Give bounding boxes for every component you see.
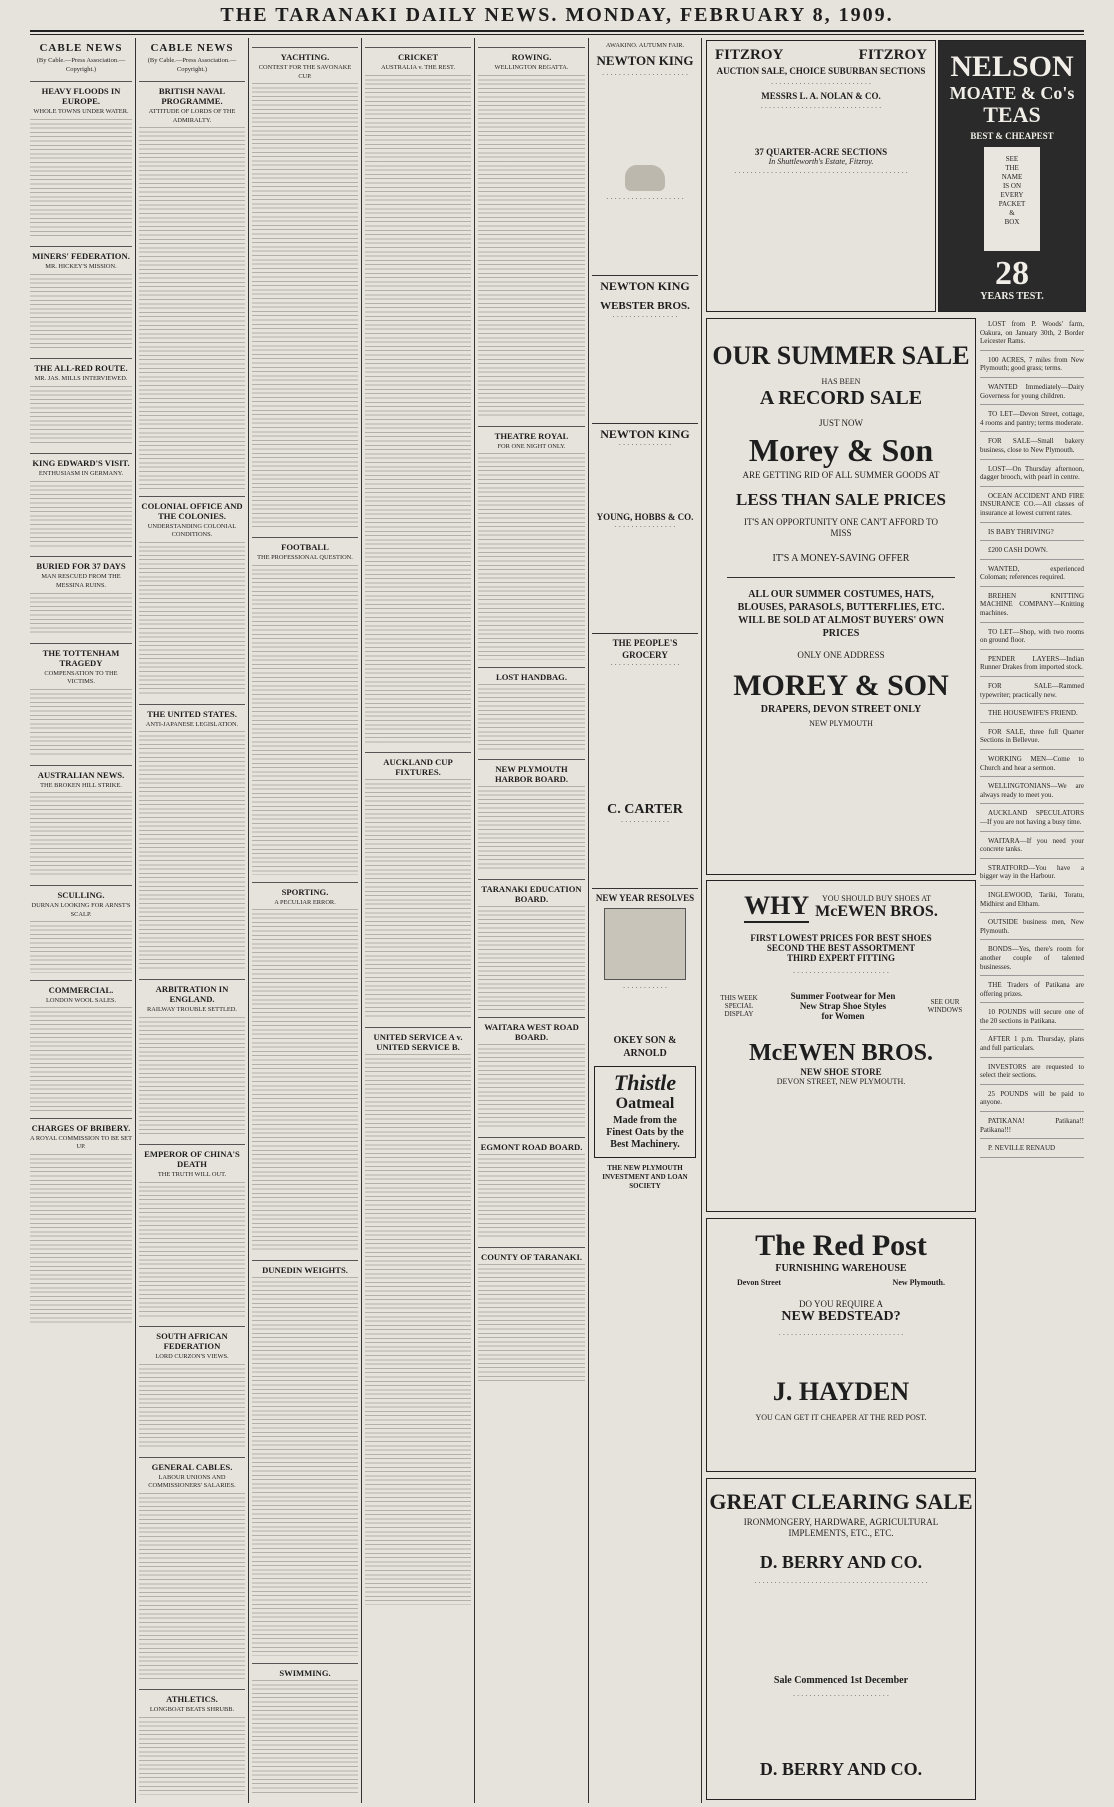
column-cable-news-2	[139, 40, 245, 1795]
classified-ad: FOR SALE, three full Quarter Sections in Bellevue.	[980, 726, 1084, 750]
advertiser-name: McEWEN BROS.	[815, 902, 938, 920]
article-heading: THE ALL-RED ROUTE.	[30, 358, 132, 373]
article-body	[478, 1264, 585, 1384]
article-heading: FOOTBALL	[252, 537, 358, 552]
ad-text: HAS BEEN	[821, 377, 861, 386]
article-body	[252, 565, 358, 875]
article-heading: EGMONT ROAD BOARD.	[478, 1137, 585, 1152]
article-heading: HEAVY FLOODS IN EUROPE.	[30, 81, 132, 106]
masthead-rule-thin	[30, 34, 1084, 35]
article-body	[30, 1007, 132, 1110]
article-body	[252, 1680, 358, 1795]
estate-name: In Shuttleworth's Estate, Fitzroy.	[768, 157, 874, 166]
auction-title: AUCTION SALE, CHOICE SUBURBAN SECTIONS	[716, 66, 926, 76]
article-body	[30, 386, 132, 446]
classified-ad: OUTSIDE business men, New Plymouth.	[980, 916, 1084, 940]
fitzroy-auction-ad	[706, 40, 936, 312]
ad-body-text: · · · · · · · · · · · · · · · · · · · · · · · ·	[792, 969, 890, 977]
classified-ad: WANTED, experienced Coloman; references required.	[980, 563, 1084, 587]
column-advertisements	[592, 40, 698, 1795]
mcewen-bros-ad	[706, 880, 976, 1212]
fitzroy-left: FITZROY	[715, 47, 784, 63]
ad-body-text: · · · · · · · · · · · · · · · · · · · · · · · · · · · · · · · · · · · · · · · · · · ·	[734, 169, 908, 177]
article-subheading: FOR ONE NIGHT ONLY.	[497, 442, 566, 450]
classified-ad: WELLINGTONIANS—We are always ready to meet you.	[980, 780, 1084, 804]
article-body	[30, 274, 132, 351]
column-heading: CABLE NEWS	[39, 42, 123, 54]
advertiser-name: NEWTON KING	[596, 52, 694, 68]
ad-body-text: · · · · · · · · · · · · · · · · · · · · ·	[601, 70, 689, 79]
column-cricket	[365, 40, 471, 1795]
article-body	[30, 921, 132, 973]
classified-ad: IS BABY THRIVING?	[980, 526, 1084, 542]
article-heading: SOUTH AFRICAN FEDERATION	[139, 1326, 245, 1351]
ad-text: ALL OUR SUMMER COSTUMES, HATS, BLOUSES, PARASOLS, BUTTERFLIES, ETC. WILL BE SOLD AT ALMOST BUYERS' OWN PRICES	[737, 589, 945, 639]
article-heading: BRITISH NAVAL PROGRAMME.	[139, 81, 245, 106]
oatmeal-label: Oatmeal	[615, 1094, 675, 1112]
why-label: WHY	[744, 891, 809, 923]
address-row	[707, 1274, 975, 1291]
ad-text: New Plymouth.	[892, 1278, 945, 1287]
ad-text: NEW PLYMOUTH	[809, 719, 873, 728]
article-heading: COUNTY OF TARANAKI.	[478, 1247, 585, 1262]
article-heading: UNITED SERVICE A v. UNITED SERVICE B.	[365, 1027, 471, 1052]
classified-ad: THE Traders of Patikana are offering prizes.	[980, 979, 1084, 1003]
ad-headline: NEW BEDSTEAD?	[781, 1309, 901, 1324]
classified-ad: STRATFORD—You have a bigger way in the Harbour.	[980, 862, 1084, 886]
article-list	[252, 47, 358, 1795]
article-body	[478, 906, 585, 1009]
article-subheading: ENTHUSIASM IN GERMANY.	[38, 469, 124, 477]
article-heading: CHARGES OF BRIBERY.	[30, 1118, 132, 1133]
classified-ad: AFTER 1 p.m. Thursday, plans and full particulars.	[980, 1033, 1084, 1057]
ad-text: Sale Commenced 1st December	[773, 1675, 909, 1686]
article-subheading: MR. HICKEY'S MISSION.	[45, 263, 117, 271]
sections-count: 37 QUARTER-ACRE SECTIONS	[754, 147, 888, 157]
advertiser-name: C. CARTER	[607, 801, 683, 817]
advertiser-name: D. BERRY AND CO.	[759, 1759, 923, 1779]
column-rule	[135, 38, 136, 1803]
article-body	[478, 786, 585, 872]
article-subheading: LORD CURZON'S VIEWS.	[155, 1353, 229, 1361]
see-windows: SEE OUR WINDOWS	[927, 998, 963, 1014]
article-body	[365, 1054, 471, 1604]
clearing-sale-ad	[706, 1478, 976, 1800]
classified-ad: 25 POUNDS will be paid to anyone.	[980, 1088, 1084, 1112]
ad-text: Summer Footwear for Men	[790, 991, 896, 1001]
article-subheading: AUSTRALIA v. THE REST.	[380, 64, 456, 71]
classified-ad: P. NEVILLE RENAUD	[980, 1142, 1084, 1158]
morey-son-ad	[706, 318, 976, 875]
classified-ad: INVESTORS are requested to select their sections.	[980, 1061, 1084, 1085]
article-list	[139, 81, 245, 1795]
classified-ad: 10 POUNDS will secure one of the 20 sections in Patikana.	[980, 1006, 1084, 1030]
classified-list	[980, 318, 1084, 1158]
ad-body-text: · · · · · · · · · · · · · · · · · · · · · · · · · · · · · · ·	[778, 1331, 904, 1339]
article-body	[30, 119, 132, 239]
fitzroy-right: FITZROY	[858, 47, 927, 63]
advertiser-name: OKEY SON & ARNOLD	[613, 1034, 677, 1059]
article-heading: GENERAL CABLES.	[139, 1457, 245, 1472]
mcewen-header	[707, 891, 975, 923]
article-heading: ROWING.	[478, 47, 585, 62]
article-body	[478, 1044, 585, 1130]
article-subheading: DURNAN LOOKING FOR ARNST'S SCALP.	[31, 902, 131, 918]
article-body	[478, 684, 585, 753]
article-heading: CRICKET	[365, 47, 471, 62]
article-body	[252, 1277, 358, 1655]
article-body	[30, 481, 132, 550]
classified-ad: BONDS—Yes, there's room for another couple of talented businesses.	[980, 943, 1084, 976]
ad-text: New Strap Shoe Styles	[799, 1001, 887, 1011]
ad-body-text: · · · · · · · · · · · · · · · ·	[612, 312, 678, 321]
mangle-illustration	[604, 908, 686, 980]
ad-text: ONLY ONE ADDRESS	[797, 650, 885, 660]
special-display: THIS WEEK SPECIAL DISPLAY	[720, 994, 758, 1018]
classified-ad: FOR SALE—Small bakery business, close to New Plymouth.	[980, 435, 1084, 459]
article-list	[30, 81, 132, 1326]
article-body	[139, 542, 245, 697]
article-heading: ARBITRATION IN ENGLAND.	[139, 979, 245, 1004]
article-body	[478, 1154, 585, 1240]
classified-ad: PENDER LAYERS—Indian Runner Drakes from imported stock.	[980, 653, 1084, 677]
advertiser-name: D. BERRY AND CO.	[759, 1552, 923, 1572]
ad-text: for Women	[821, 1011, 865, 1021]
ad-text: YOU SHOULD BUY SHOES AT	[821, 893, 932, 903]
article-subheading: WHOLE TOWNS UNDER WATER.	[33, 108, 129, 116]
classified-ad: WAITARA—If you need your concrete tanks.	[980, 835, 1084, 859]
column-cable-news-1	[30, 40, 132, 1795]
brand-firm: MOATE & Co's	[949, 83, 1075, 103]
classified-ad: WANTED Immediately—Dairy Governess for young children.	[980, 381, 1084, 405]
article-body	[139, 1717, 245, 1795]
article-body	[139, 1493, 245, 1682]
article-body	[252, 83, 358, 530]
ad-text: DEVON STREET, NEW PLYMOUTH.	[776, 1077, 906, 1086]
article-heading: COMMERCIAL.	[30, 980, 132, 995]
article-list	[365, 47, 471, 1605]
reason-first: FIRST LOWEST PRICES FOR BEST SHOES	[750, 933, 932, 943]
article-subheading: THE TRUTH WILL OUT.	[157, 1170, 227, 1178]
best-cheapest: BEST & CHEAPEST	[970, 131, 1054, 141]
article-body	[478, 75, 585, 419]
classified-ad: OCEAN ACCIDENT AND FIRE INSURANCE CO.—All classes of insurance at lowest current rates.	[980, 490, 1084, 523]
article-heading: SWIMMING.	[252, 1663, 358, 1678]
article-subheading: WELLINGTON REGATTA.	[494, 64, 569, 71]
article-subheading: LONGBOAT BEATS SHRUBB.	[149, 1706, 235, 1714]
ad-subtitle: FURNISHING WAREHOUSE	[775, 1263, 907, 1274]
ad-headline: A RECORD SALE	[759, 387, 923, 409]
ad-body-text: · · · · · · · · · · · · · · · · · · · · · · · · · · · · · ·	[760, 104, 882, 112]
ad-body-text: · · · · · · · · · · · · ·	[618, 440, 672, 449]
classified-ad: PATIKANA! Patikana!! Patikana!!!	[980, 1115, 1084, 1139]
ad-body-text: · · · · · · · · · · ·	[622, 983, 668, 992]
column-byline: (By Cable.—Press Association.—Copyright.)	[147, 57, 237, 73]
teas-label: TEAS	[983, 102, 1041, 127]
article-heading: NEW PLYMOUTH HARBOR BOARD.	[478, 759, 585, 784]
classified-ad: INGLEWOOD, Tariki, Toratu, Midhirst and Eltham.	[980, 889, 1084, 913]
article-heading: AUCKLAND CUP FIXTURES.	[365, 752, 471, 777]
article-heading: TARANAKI EDUCATION BOARD.	[478, 879, 585, 904]
column-rule	[248, 38, 249, 1803]
ad-body-text: · · · · · · · · · · · · · · · · · · · · · · · · ·	[770, 80, 872, 88]
article-subheading: ATTITUDE OF LORDS OF THE ADMIRALTY.	[148, 108, 236, 124]
article-heading: SPORTING.	[252, 882, 358, 897]
classified-ad: AUCKLAND SPECULATORS—If you are not having a busy time.	[980, 807, 1084, 831]
article-heading: THE TOTTENHAM TRAGEDY	[30, 643, 132, 668]
classified-ad: £200 CASH DOWN.	[980, 544, 1084, 560]
article-subheading: A ROYAL COMMISSION TO BE SET UP.	[30, 1134, 132, 1151]
ad-title: GREAT CLEARING SALE	[709, 1489, 973, 1514]
ad-text: IRONMONGERY, HARDWARE, AGRICULTURAL IMPLEMENTS, ETC., ETC.	[743, 1517, 939, 1538]
reason-second: SECOND THE BEST ASSORTMENT	[766, 943, 916, 953]
tea-packet-illustration: SEE THE NAME IS ON EVERY PACKET & BOX	[984, 147, 1040, 251]
article-heading: EMPEROR OF CHINA'S DEATH	[139, 1144, 245, 1169]
article-body	[30, 689, 132, 758]
advertiser-name: WEBSTER BROS.	[600, 299, 690, 312]
ad-text: DRAPERS, DEVON STREET ONLY	[760, 704, 922, 715]
classified-ad: FOR SALE—Rammed typewriter; practically new.	[980, 680, 1084, 704]
article-subheading: ANTI-JAPANESE LEGISLATION.	[145, 720, 239, 728]
article-heading: COLONIAL OFFICE AND THE COLONIES.	[139, 496, 245, 521]
ad-title: The Red Post	[755, 1229, 927, 1262]
article-heading: THEATRE ROYAL	[478, 426, 585, 441]
auctioneer-name: MESSRS L. A. NOLAN & CO.	[761, 91, 881, 101]
ad-text: IT'S AN OPPORTUNITY ONE CAN'T AFFORD TO MISS	[744, 517, 938, 538]
article-subheading: LONDON WOOL SALES.	[45, 996, 117, 1004]
advertiser-name: THE NEW PLYMOUTH INVESTMENT AND LOAN SOCIETY	[602, 1163, 688, 1190]
article-body	[139, 1017, 245, 1137]
display-row	[707, 983, 975, 1029]
masthead-rule	[30, 30, 1084, 32]
ad-body-text: · · · · · · · · · · · · · · · · · · · · · · · · · · · · · · · · · · · · · · · · · · ·	[754, 1579, 928, 1587]
column-sport-1	[252, 40, 358, 1795]
advertiser-name: MOREY & SON	[733, 669, 949, 702]
classified-ad: 100 ACRES, 7 miles from New Plymouth; good grass; terms.	[980, 354, 1084, 378]
article-body	[30, 593, 132, 636]
article-heading: MINERS' FEDERATION.	[30, 246, 132, 261]
column-rowing	[478, 40, 585, 1795]
article-heading: DUNEDIN WEIGHTS.	[252, 1260, 358, 1275]
ad-text: JUST NOW	[818, 418, 864, 428]
article-heading: LOST HANDBAG.	[478, 667, 585, 682]
article-subheading: A PECULIAR ERROR.	[274, 898, 336, 906]
article-subheading: MR. JAS. MILLS INTERVIEWED.	[34, 375, 128, 383]
article-subheading: CONTEST FOR THE SAVONAKE CUP.	[258, 64, 352, 80]
column-rule	[588, 38, 589, 1803]
sale-notice: AWAKINO. AUTUMN FAIR.	[605, 42, 685, 49]
column-byline: (By Cable.—Press Association.—Copyright.)	[36, 57, 126, 73]
classified-ad: TO LET—Shop, with two rooms on ground floor.	[980, 626, 1084, 650]
advertiser-name: NEWTON KING	[592, 275, 698, 293]
column-rule	[474, 38, 475, 1803]
article-body	[365, 75, 471, 746]
article-body	[139, 127, 245, 488]
article-heading: SCULLING.	[30, 885, 132, 900]
column-rule	[361, 38, 362, 1803]
article-list	[478, 47, 585, 1384]
article-heading: ATHLETICS.	[139, 1689, 245, 1704]
article-heading: THE UNITED STATES.	[139, 704, 245, 719]
article-heading: BURIED FOR 37 DAYS	[30, 556, 132, 571]
classified-ad: LOST from P. Woods' farm, Oakura, on January 30th, 2 Border Leicester Rams.	[980, 318, 1084, 351]
article-subheading: UNDERSTANDING COLONIAL CONDITIONS.	[147, 522, 237, 539]
ad-body-text: · · · · · · · · · · · · · · · · ·	[610, 660, 680, 669]
ad-body-text: · · · · · · · · · · · · · · · · · · · · · · · ·	[792, 1692, 890, 1700]
article-heading: WAITARA WEST ROAD BOARD.	[478, 1017, 585, 1042]
masthead: THE TARANAKI DAILY NEWS. MONDAY, FEBRUARY 8, 1909.	[220, 4, 894, 26]
ad-headline: LESS THAN SALE PRICES	[736, 490, 946, 509]
ad-body-text: · · · · · · · · · · · · · · ·	[614, 522, 676, 531]
advertiser-name: J. HAYDEN	[772, 1377, 910, 1406]
ad-text: Devon Street	[737, 1278, 782, 1287]
article-body	[30, 792, 132, 878]
article-subheading: RAILWAY TROUBLE SETTLED.	[147, 1005, 237, 1013]
ad-text: ARE GETTING RID OF ALL SUMMER GOODS AT	[742, 470, 940, 480]
article-body	[478, 453, 585, 659]
article-subheading: THE PROFESSIONAL QUESTION.	[257, 554, 353, 562]
classified-ad: WORKING MEN—Come to Church and hear a sermon.	[980, 753, 1084, 777]
advertiser-name: McEWEN BROS.	[748, 1040, 933, 1066]
ad-text: NEW SHOE STORE	[800, 1067, 882, 1077]
column-rule	[701, 38, 702, 1803]
oatmeal-slogan: Made from the Finest Oats by the Best Machinery.	[606, 1114, 684, 1150]
classified-ad: BREHEN KNITTING MACHINE COMPANY—Knitting machines.	[980, 590, 1084, 623]
classified-ad: LOST—On Thursday afternoon, dagger brooch, with pearl in centre.	[980, 463, 1084, 487]
advertiser-name: YOUNG, HOBBS & CO.	[596, 511, 694, 522]
article-subheading: LABOUR UNIONS AND COMMISSIONERS' SALARIES.	[148, 1473, 236, 1490]
sheep-illustration	[625, 165, 665, 191]
ad-title: OUR SUMMER SALE	[712, 341, 970, 370]
article-body	[30, 1154, 132, 1326]
ad-body-text: · · · · · · · · · · · · · · · · · · ·	[606, 194, 684, 203]
ad-body-text: · · · · · · · · · · · ·	[620, 817, 670, 826]
thistle-oatmeal-ad	[594, 1066, 696, 1158]
advertiser-name: THE PEOPLE'S GROCERY	[592, 633, 698, 661]
article-subheading: THE BROKEN HILL STRIKE.	[40, 781, 122, 789]
article-body	[139, 731, 245, 972]
article-subheading: MAN RESCUED FROM THE MESSINA RUINS.	[41, 573, 121, 589]
classified-ad: THE HOUSEWIFE'S FRIEND.	[980, 707, 1084, 723]
nelson-tea-ad	[938, 40, 1086, 312]
years-test: YEARS TEST.	[980, 291, 1044, 302]
article-body	[139, 1182, 245, 1320]
article-body	[139, 1364, 245, 1450]
ad-text: DO YOU REQUIRE A	[799, 1299, 883, 1309]
advertiser-name: Morey & Son	[748, 432, 934, 468]
brand-name: NELSON	[950, 50, 1074, 83]
article-heading: KING EDWARD'S VISIT.	[30, 453, 132, 468]
red-post-ad	[706, 1218, 976, 1472]
ad-heading: NEW YEAR RESOLVES	[592, 888, 698, 904]
ad-text: YOU CAN GET IT CHEAPER AT THE RED POST.	[755, 1413, 927, 1422]
article-body	[365, 779, 471, 1020]
ad-text: IT'S A MONEY-SAVING OFFER	[772, 553, 910, 564]
article-heading: YACHTING.	[252, 47, 358, 62]
classified-ad: TO LET—Devon Street, cottage, 4 rooms and pantry; terms moderate.	[980, 408, 1084, 432]
years-number: 28	[995, 255, 1029, 292]
thistle-brand: Thistle	[613, 1069, 677, 1095]
column-heading: CABLE NEWS	[150, 42, 234, 54]
article-body	[252, 909, 358, 1253]
reason-third: THIRD EXPERT FITTING	[786, 953, 896, 963]
article-subheading: COMPENSATION TO THE VICTIMS.	[44, 669, 118, 686]
fitzroy-header	[707, 41, 935, 66]
classified-column	[980, 318, 1084, 1798]
article-heading: AUSTRALIAN NEWS.	[30, 765, 132, 780]
advertiser-name: NEWTON KING	[592, 423, 698, 441]
